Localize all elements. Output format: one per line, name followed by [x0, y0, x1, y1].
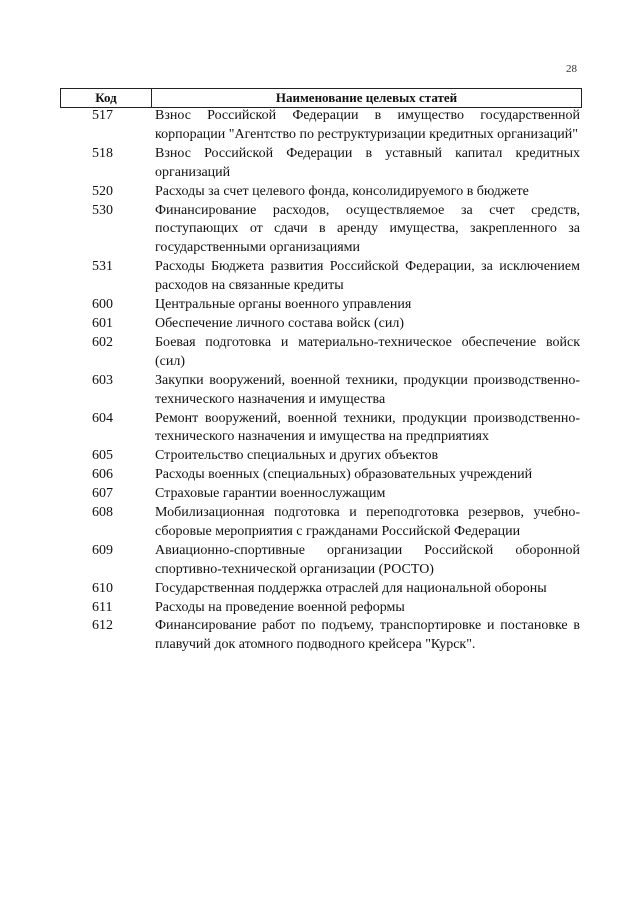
row-code: 604	[92, 410, 113, 426]
table-row	[60, 183, 580, 202]
table-row	[60, 485, 580, 504]
row-code: 612	[92, 618, 113, 634]
table-body	[60, 107, 580, 655]
header-name: Наименование целевых статей	[275, 90, 458, 105]
row-name: Расходы военных (специальных) образовательных учреждений	[155, 467, 533, 483]
row-code: 518	[92, 145, 113, 161]
row-name: Ремонт вооружений, военной техники, продукции производственно-технического назначения и имущества на предприятиях	[155, 410, 580, 445]
row-name: Мобилизационная подготовка и переподготовка резервов, учебно-сборовые мероприятия с гражданами Российской Федерации	[155, 505, 580, 539]
row-name: Финансирование работ по подъему, транспортировке и постановке в плавучий док атомного подводного крейсера "Курск".	[155, 618, 580, 653]
row-name: Обеспечение личного состава войск (сил)	[155, 315, 404, 331]
row-name: Авиационно-спортивные организации Российской оборонной спортивно-технической организации (РОСТО)	[155, 542, 580, 577]
row-name: Расходы Бюджета развития Российской Федерации, за исключением расходов на связанные кредиты	[155, 259, 580, 294]
table-header	[60, 88, 582, 108]
row-code: 611	[92, 599, 113, 615]
table-row	[60, 410, 580, 448]
table-row	[60, 334, 580, 372]
row-code: 531	[92, 259, 113, 275]
header-code: Код	[61, 89, 152, 107]
table-row	[60, 580, 580, 599]
table-row	[60, 617, 580, 655]
row-name: Финансирование расходов, осуществляемое за счет средств, поступающих от сдачи в аренду имущества, закрепленного за государственными организациями	[155, 202, 580, 256]
table-row	[60, 504, 580, 542]
row-name: Взнос Российской Федерации в уставный капитал кредитных организаций	[155, 145, 580, 180]
table-row	[60, 372, 580, 410]
row-name: Государственная поддержка отраслей для национальной обороны	[155, 580, 547, 596]
table-row	[60, 599, 580, 618]
row-name: Расходы за счет целевого фонда, консолидируемого в бюджете	[155, 183, 529, 199]
table-row	[60, 145, 580, 183]
table-row	[60, 258, 580, 296]
row-code: 610	[92, 580, 113, 596]
row-name: Боевая подготовка и материально-техническое обеспечение войск (сил)	[155, 334, 580, 369]
table-row	[60, 447, 580, 466]
row-name: Взнос Российской Федерации в имущество государственной корпорации "Агентство по реструктуризации кредитных организаций"	[155, 108, 580, 142]
row-code: 603	[92, 372, 113, 388]
table-row	[60, 202, 580, 259]
table-row	[60, 107, 580, 145]
row-code: 601	[92, 315, 113, 331]
row-code: 517	[92, 108, 113, 123]
row-code: 600	[92, 297, 113, 313]
row-code: 608	[92, 505, 113, 521]
row-code: 605	[92, 448, 113, 464]
row-name: Строительство специальных и других объектов	[155, 448, 439, 464]
table-row	[60, 296, 580, 315]
row-code: 530	[92, 202, 113, 218]
row-code: 520	[92, 183, 113, 199]
row-code: 606	[92, 467, 113, 483]
page-number: 28	[566, 63, 577, 75]
row-name: Центральные органы военного управления	[155, 297, 412, 313]
row-name: Расходы на проведение военной реформы	[155, 599, 405, 615]
row-code: 602	[92, 334, 113, 350]
row-name: Страховые гарантии военнослужащим	[155, 486, 386, 502]
row-name: Закупки вооружений, военной техники, продукции производственно-технического назначения и имущества	[155, 372, 580, 407]
row-code: 607	[92, 486, 113, 502]
table-row	[60, 315, 580, 334]
table-row	[60, 542, 580, 580]
table-row	[60, 466, 580, 485]
row-code: 609	[92, 542, 113, 558]
